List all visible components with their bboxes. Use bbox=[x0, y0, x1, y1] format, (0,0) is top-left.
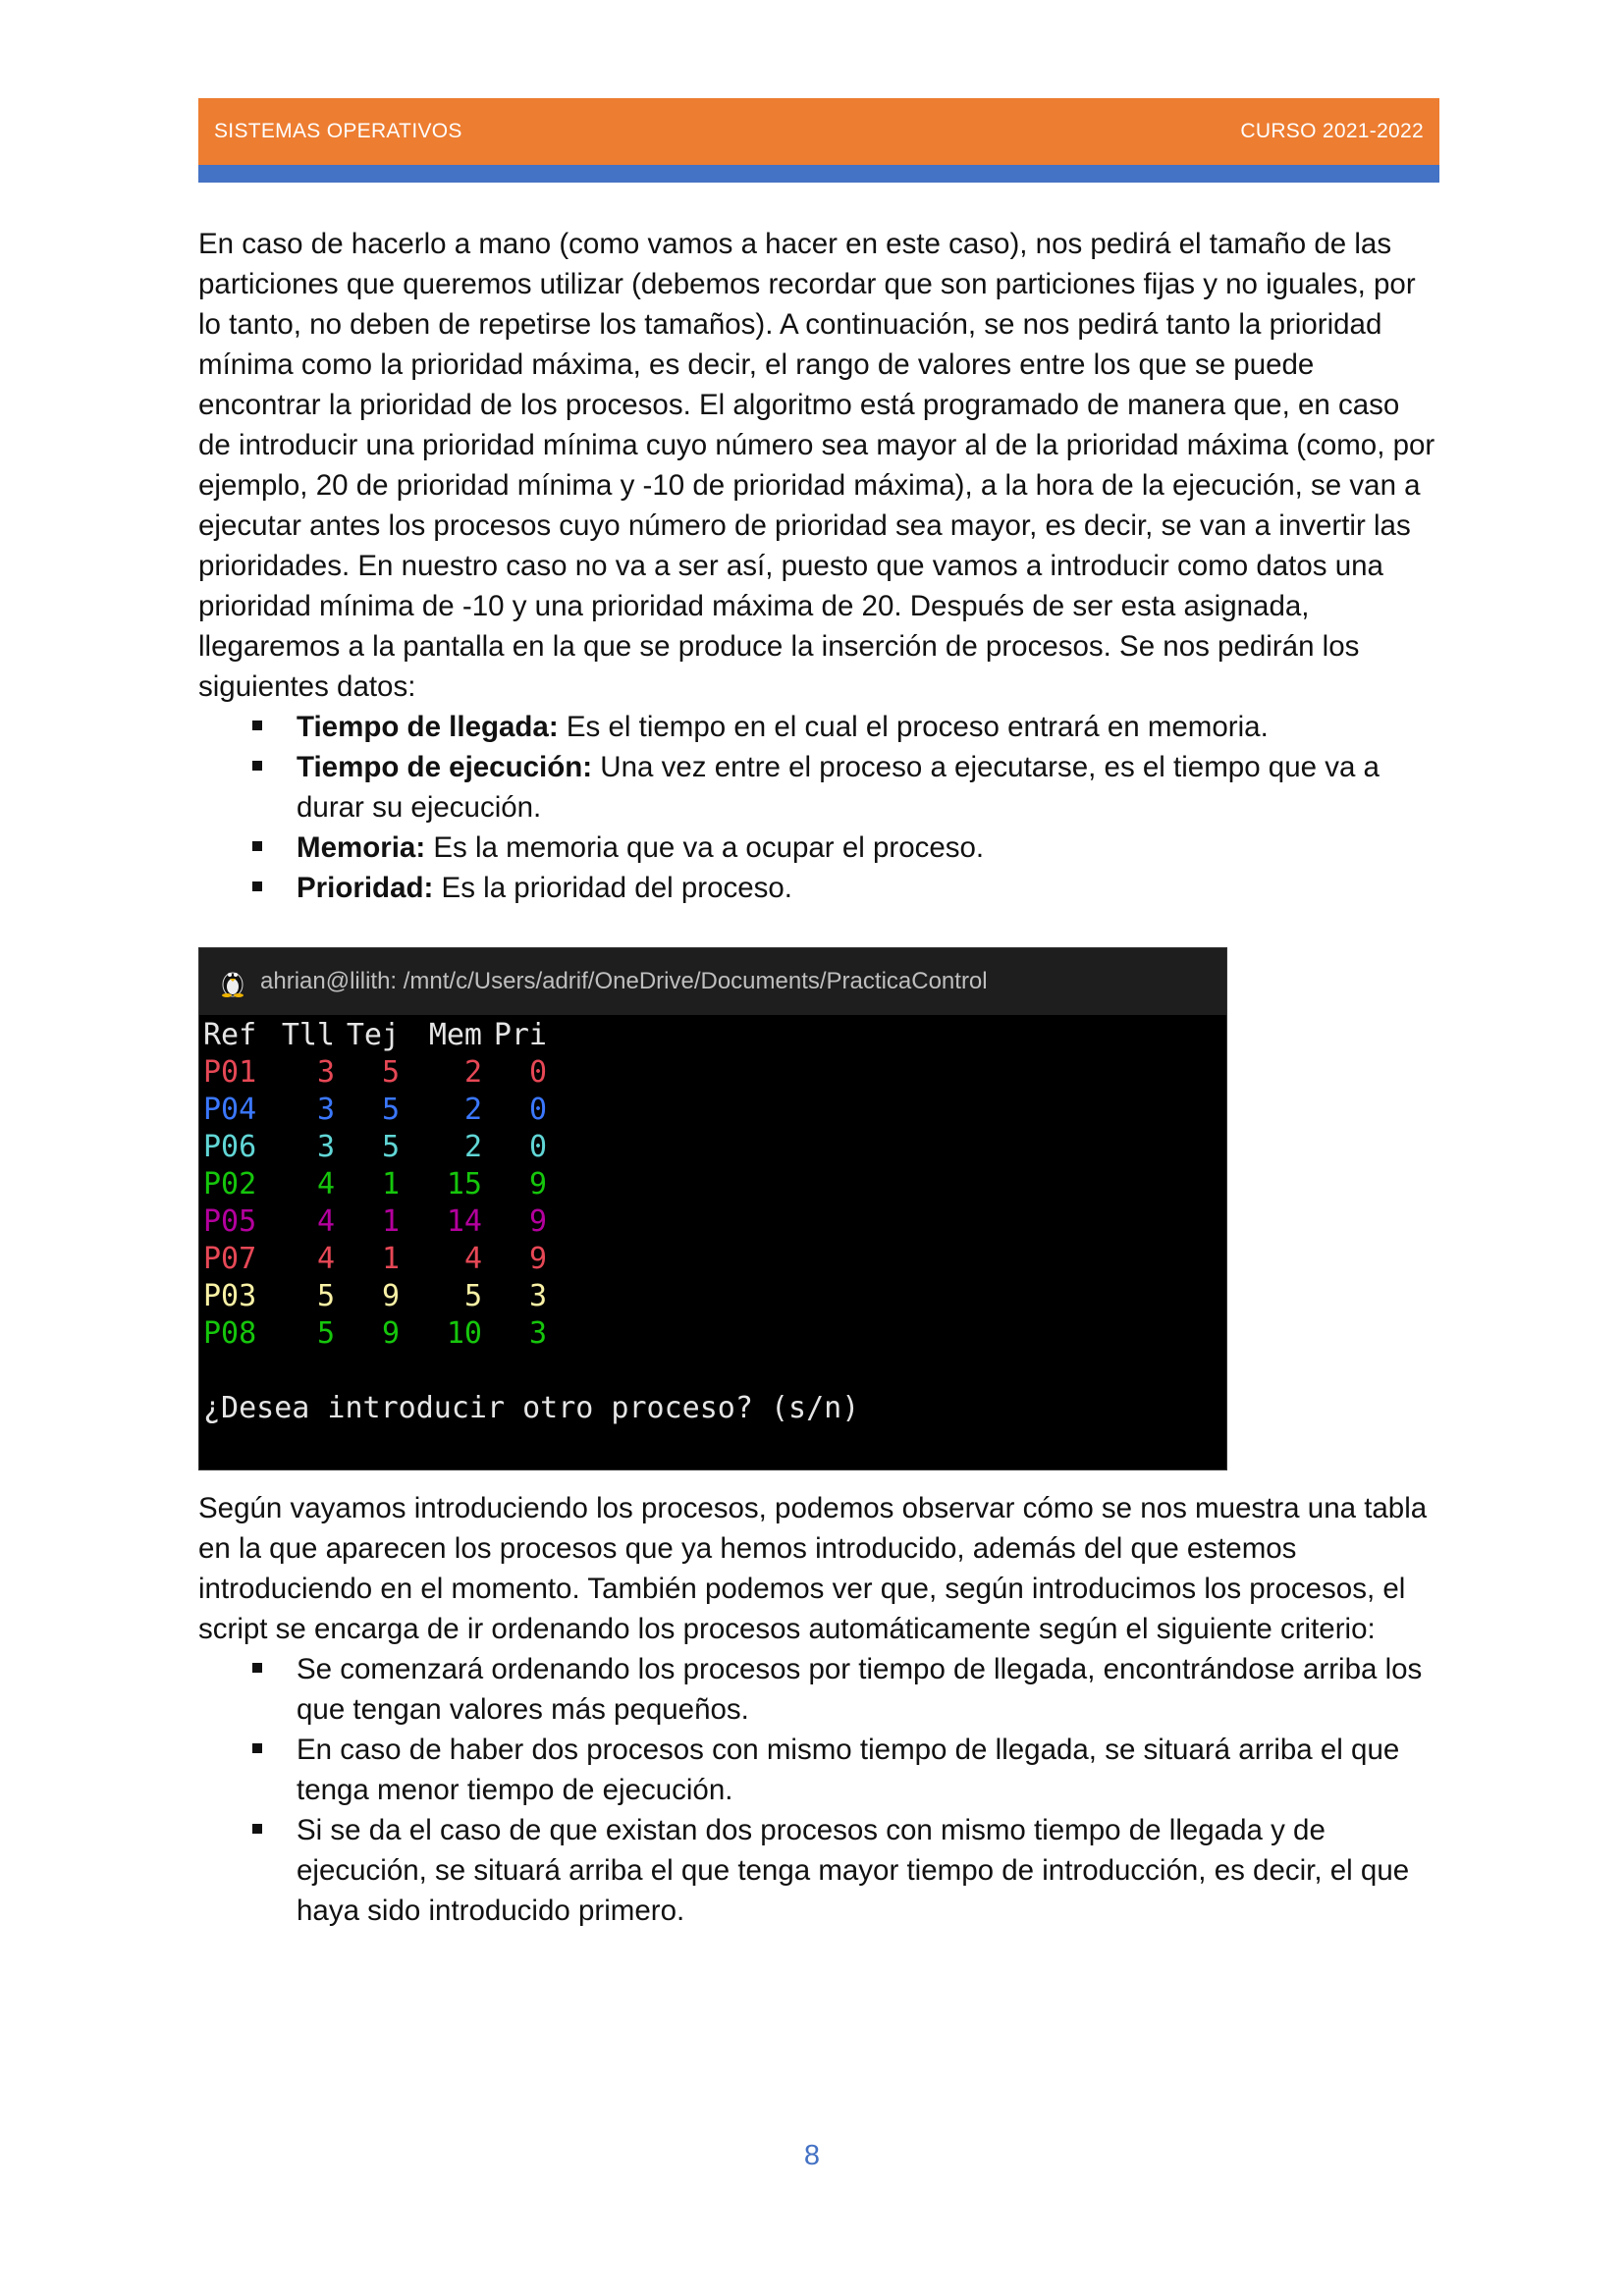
header-pri: Pri bbox=[493, 1018, 547, 1052]
cell-mem: 2 bbox=[463, 1130, 482, 1164]
intro-paragraph: En caso de hacerlo a mano (como vamos a hacer en este caso), nos pedirá el tamaño de las particiones que queremos utilizar (debemos recordar que son particiones fijas y no iguales, por lo tanto, no deben de repetirse los tamaños). A continuación, se nos pedirá tanto la prioridad mínima como la prioridad máxima, es decir, el rango de valores entre los que se puede encontrar la prioridad de los procesos. El algoritmo está programado de manera que, en caso de introducir una prioridad mínima cuyo número sea mayor al de la prioridad máxima (como, por ejemplo, 20 de prioridad mínima y -10 de prioridad máxima), a la hora de la ejecución, se van a ejecutar antes los procesos cuyo número de prioridad sea mayor, es decir, se van a invertir las prioridades. En nuestro caso no va a ser así, puesto que vamos a introducir como datos una prioridad mínima de -10 y una prioridad máxima de 20. Después de ser esta asignada, llegaremos a la pantalla en la que se produce la inserción de procesos. Se nos pedirán los siguientes datos: bbox=[198, 228, 1435, 703]
terminal-titlebar bbox=[199, 948, 1226, 1015]
cell-mem: 2 bbox=[463, 1093, 482, 1127]
header-course-title: SISTEMAS OPERATIVOS bbox=[214, 120, 462, 142]
linux-tux-icon bbox=[219, 966, 246, 997]
field-description: Es el tiempo en el cual el proceso entrará en memoria. bbox=[558, 711, 1269, 743]
cell-mem: 14 bbox=[446, 1204, 482, 1239]
cell-mem: 4 bbox=[463, 1242, 482, 1276]
criterion-text: En caso de haber dos procesos con mismo tiempo de llegada, se situará arriba el que tenga menor tiempo de ejecución. bbox=[297, 1734, 1400, 1806]
cell-tll: 4 bbox=[316, 1204, 335, 1239]
field-description: Es la memoria que va a ocupar el proceso. bbox=[425, 831, 985, 864]
cell-tll: 5 bbox=[316, 1316, 335, 1351]
cell-ref: P06 bbox=[203, 1130, 257, 1164]
square-bullet-icon bbox=[252, 1663, 262, 1673]
cell-tej: 5 bbox=[381, 1055, 400, 1090]
page-header bbox=[198, 98, 1439, 165]
list-item bbox=[297, 828, 1439, 868]
square-bullet-icon bbox=[252, 841, 262, 851]
cell-tll: 5 bbox=[316, 1279, 335, 1313]
table-row bbox=[203, 1203, 1222, 1241]
field-term: Tiempo de ejecución: bbox=[297, 751, 593, 783]
square-bullet-icon bbox=[252, 1824, 262, 1834]
table-row bbox=[203, 1129, 1222, 1166]
ordering-section bbox=[198, 1488, 1439, 1931]
cell-tej: 1 bbox=[381, 1204, 400, 1239]
cell-ref: P04 bbox=[203, 1093, 257, 1127]
cell-ref: P02 bbox=[203, 1167, 257, 1201]
field-description: Una vez entre el proceso a ejecutarse, es el tiempo que va a durar su ejecución. bbox=[297, 751, 1380, 824]
list-item bbox=[297, 868, 1439, 908]
field-description: Es la prioridad del proceso. bbox=[433, 872, 792, 904]
field-term: Tiempo de llegada: bbox=[297, 711, 559, 743]
page-number: 8 bbox=[803, 2140, 821, 2171]
table-row bbox=[203, 1278, 1222, 1315]
cell-tll: 4 bbox=[316, 1242, 335, 1276]
terminal-output bbox=[199, 1015, 1226, 1429]
cell-ref: P05 bbox=[203, 1204, 257, 1239]
cell-ref: P07 bbox=[203, 1242, 257, 1276]
square-bullet-icon bbox=[252, 1743, 262, 1753]
intro-section bbox=[198, 224, 1439, 908]
cell-pri: 0 bbox=[528, 1130, 547, 1164]
table-row bbox=[203, 1054, 1222, 1092]
cell-ref: P03 bbox=[203, 1279, 257, 1313]
cell-tej: 9 bbox=[381, 1279, 400, 1313]
field-term: Memoria: bbox=[297, 831, 426, 864]
list-item bbox=[297, 707, 1439, 747]
table-row bbox=[203, 1315, 1222, 1353]
list-item bbox=[297, 1730, 1439, 1810]
header-accent-bar bbox=[198, 165, 1439, 183]
cell-tej: 1 bbox=[381, 1167, 400, 1201]
cell-tej: 9 bbox=[381, 1316, 400, 1351]
ordering-paragraph: Según vayamos introduciendo los procesos, podemos observar cómo se nos muestra una tabla en la que aparecen los procesos que ya hemos introducido, además del que estemos introduciendo en el momento. También podemos ver que, según introducimos los procesos, el script se encarga de ir ordenando los procesos automáticamente según el siguiente criterio: bbox=[198, 1492, 1428, 1645]
cell-mem: 5 bbox=[463, 1279, 482, 1313]
criterion-text: Se comenzará ordenando los procesos por tiempo de llegada, encontrándose arriba los que tengan valores más pequeños. bbox=[297, 1653, 1423, 1726]
table-row bbox=[203, 1092, 1222, 1129]
cell-tej: 5 bbox=[381, 1093, 400, 1127]
cell-ref: P08 bbox=[203, 1316, 257, 1351]
process-table-header bbox=[203, 1017, 1222, 1054]
cell-mem: 2 bbox=[463, 1055, 482, 1090]
cell-tej: 5 bbox=[381, 1130, 400, 1164]
terminal-window bbox=[198, 947, 1227, 1470]
table-row bbox=[203, 1166, 1222, 1203]
criterion-text: Si se da el caso de que existan dos procesos con mismo tiempo de llegada y de ejecución, se situará arriba el que tenga mayor tiempo de introducción, es decir, el que haya sido introducido primero. bbox=[297, 1814, 1410, 1927]
cell-pri: 3 bbox=[528, 1316, 547, 1351]
terminal-prompt: ¿Desea introducir otro proceso? (s/n) bbox=[203, 1391, 860, 1425]
terminal-title: ahrian@lilith: /mnt/c/Users/adrif/OneDrive/Documents/PracticaControl bbox=[260, 968, 988, 994]
cell-mem: 10 bbox=[446, 1316, 482, 1351]
square-bullet-icon bbox=[252, 761, 262, 771]
header-tej: Tej bbox=[346, 1018, 400, 1052]
cell-pri: 9 bbox=[528, 1242, 547, 1276]
square-bullet-icon bbox=[252, 721, 262, 730]
cell-tll: 3 bbox=[316, 1093, 335, 1127]
cell-pri: 0 bbox=[528, 1093, 547, 1127]
data-fields-list bbox=[198, 707, 1439, 908]
cell-tll: 3 bbox=[316, 1130, 335, 1164]
header-mem: Mem bbox=[428, 1018, 482, 1052]
list-item bbox=[297, 1649, 1439, 1730]
list-item bbox=[297, 1810, 1439, 1931]
table-row bbox=[203, 1241, 1222, 1278]
header-ref: Ref bbox=[203, 1018, 257, 1052]
header-tll: Tll bbox=[281, 1018, 335, 1052]
header-course-year: CURSO 2021-2022 bbox=[1240, 120, 1424, 142]
square-bullet-icon bbox=[252, 881, 262, 891]
cell-tll: 3 bbox=[316, 1055, 335, 1090]
cell-pri: 3 bbox=[528, 1279, 547, 1313]
cell-pri: 9 bbox=[528, 1167, 547, 1201]
cell-tej: 1 bbox=[381, 1242, 400, 1276]
field-term: Prioridad: bbox=[297, 872, 434, 904]
cell-mem: 15 bbox=[446, 1167, 482, 1201]
list-item bbox=[297, 747, 1439, 828]
cell-pri: 0 bbox=[528, 1055, 547, 1090]
process-rows bbox=[203, 1054, 1222, 1353]
cell-tll: 4 bbox=[316, 1167, 335, 1201]
cell-pri: 9 bbox=[528, 1204, 547, 1239]
cell-ref: P01 bbox=[203, 1055, 257, 1090]
criteria-list bbox=[198, 1649, 1439, 1931]
